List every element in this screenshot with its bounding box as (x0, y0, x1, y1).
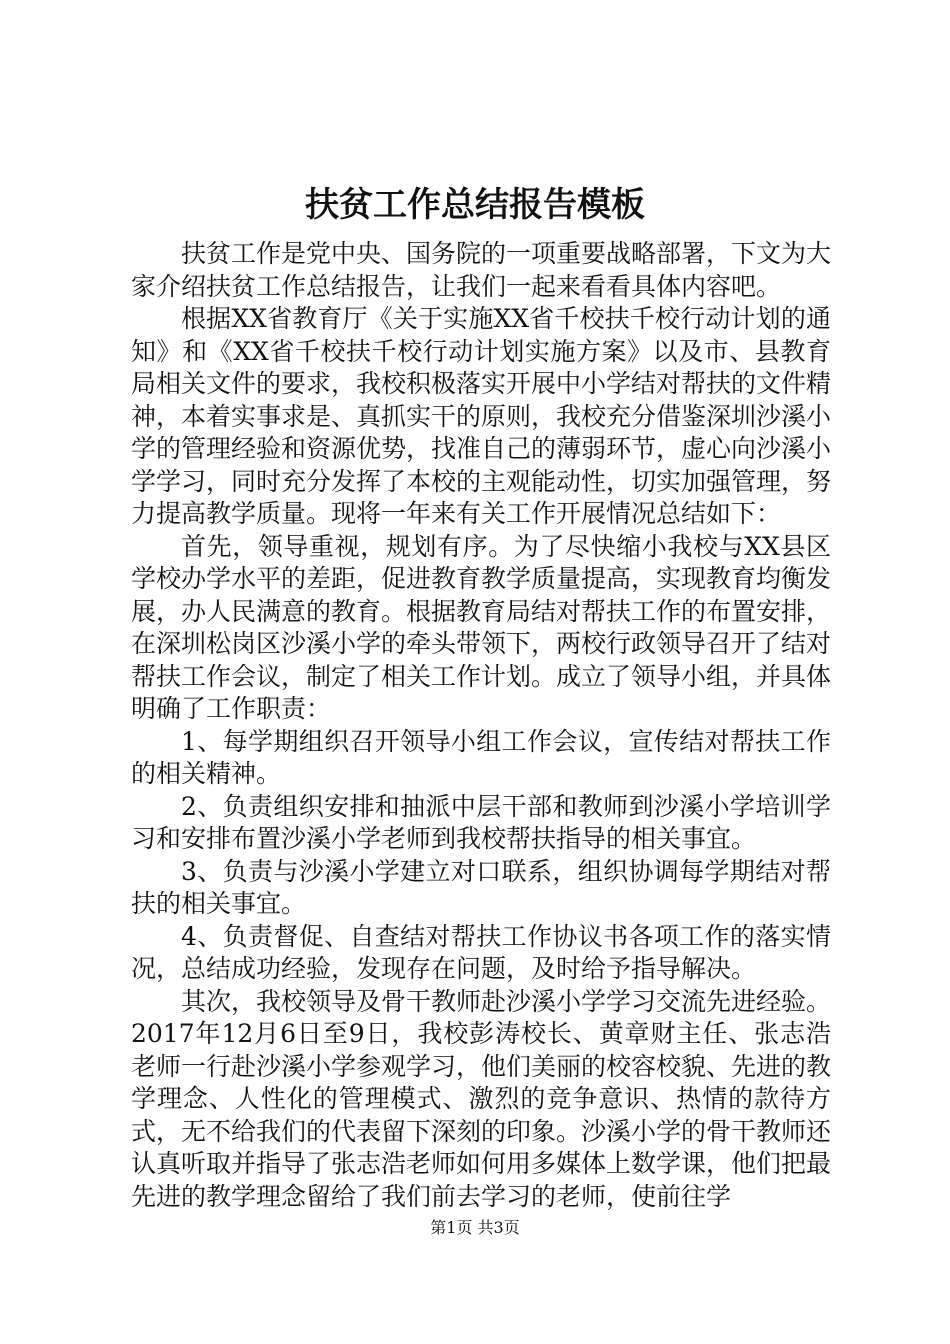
document-body (131, 238, 831, 1213)
list-item-duty-1: 1、每学期组织召开领导小组工作会议，宣传结对帮扶工作的相关精神。 (131, 726, 831, 788)
list-item-duty-4: 4、负责督促、自查结对帮扶工作协议书各项工作的落实情况，总结成功经验，发现存在问题，及时给予指导解决。 (131, 921, 831, 983)
paragraph-first-point: 首先，领导重视，规划有序。为了尽快缩小我校与XX县区学校办学水平的差距，促进教育教学质量提高，实现教育均衡发展，办人民满意的教育。根据教育局结对帮扶工作的布置安排，在深圳松岗区沙溪小学的牵头带领下，两校行政领导召开了结对帮扶工作会议，制定了相关工作计划。成立了领导小组，并具体明确了工作职责： (131, 531, 832, 723)
paragraph-background: 根据XX省教育厅《关于实施XX省千校扶千校行动计划的通知》和《XX省千校扶千校行动计划实施方案》以及市、县教育局相关文件的要求，我校积极落实开展中小学结对帮扶的文件精神，本着实事求是、真抓实干的原则，我校充分借鉴深圳沙溪小学的管理经验和资源优势，找准自己的薄弱环节，虚心向沙溪小学学习，同时充分发挥了本校的主观能动性，切实加强管理，努力提高教学质量。现将一年来有关工作开展情况总结如下： (131, 304, 832, 528)
document-title: 扶贫工作总结报告模板 (305, 185, 645, 225)
page-number-footer: 第1页 共3页 (430, 1218, 520, 1237)
paragraph-intro: 扶贫工作是党中央、国务院的一项重要战略部署，下文为大家介绍扶贫工作总结报告，让我们一起来看看具体内容吧。 (131, 239, 832, 301)
list-item-duty-2: 2、负责组织安排和抽派中层干部和教师到沙溪小学培训学习和安排布置沙溪小学老师到我校帮扶指导的相关事宜。 (131, 791, 831, 853)
list-item-duty-3: 3、负责与沙溪小学建立对口联系，组织协调每学期结对帮扶的相关事宜。 (131, 856, 831, 918)
paragraph-second-point: 其次，我校领导及骨干教师赴沙溪小学学习交流先进经验。2017年12月6日至9日，我校彭涛校长、黄章财主任、张志浩老师一行赴沙溪小学参观学习，他们美丽的校容校貌、先进的教学理念、人性化的管理模式、激烈的竞争意识、热情的款待方式，无不给我们的代表留下深刻的印象。沙溪小学的骨干教师还认真听取并指导了张志浩老师如何用多媒体上数学课，他们把最先进的教学理念留给了我们前去学习的老师，使前往学 (131, 986, 832, 1211)
